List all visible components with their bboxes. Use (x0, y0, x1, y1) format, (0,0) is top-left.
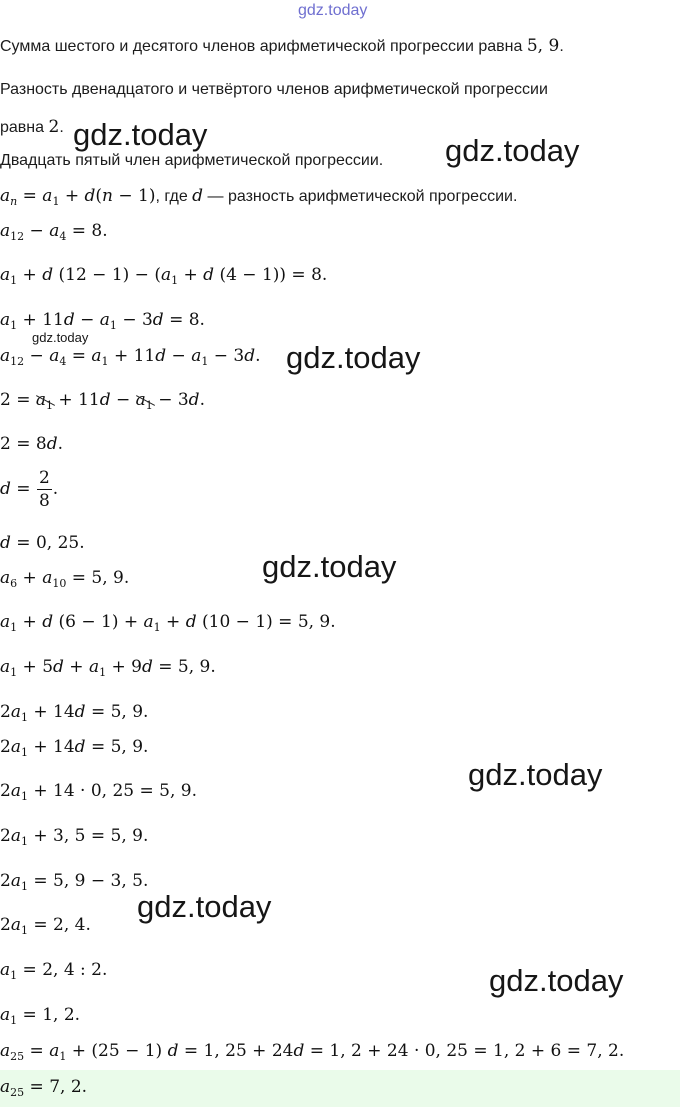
equation-step: $a_1 + 5d + a_1 + 9d = 5$, 9. (0, 657, 216, 679)
equation-step: $2a_1 + 3$, 5 = 5, 9. (0, 826, 149, 848)
equation-step: $2a_1 + 14d = 5$, 9. (0, 737, 149, 759)
equation-step: $a_{12} - a_4 = 8$. (0, 221, 108, 243)
equation-step: $2a_1 + 14 \cdot 0$, 25 = 5, 9. (0, 781, 198, 803)
cancelled-term: $a_1$ (35, 390, 54, 412)
equation-step: $2a_1 = 2$, 4. (0, 915, 91, 937)
final-answer: $a_{25} = 7$, 2. (0, 1077, 88, 1099)
watermark: gdz.today (489, 963, 624, 998)
problem-line-2: Разность двенадцатого и четвёртого членов арифметической прогрессии (0, 81, 548, 98)
equation-step: $a_1 + d$ $(6 - 1) + a_1 + d$ (10 − 1) = 5, 9. (0, 612, 336, 634)
watermark: gdz.today (286, 340, 421, 375)
equation-step: $2a_1 + 14d = 5$, 9. (0, 702, 149, 724)
fraction: $\frac{2}{8}$ (38, 468, 50, 511)
watermark: gdz.today (73, 117, 208, 152)
equation-step: $a_1 = 2$, 4 : 2. (0, 960, 108, 982)
watermark-top: gdz.today (298, 2, 368, 19)
problem-line-1: Сумма шестого и десятого членов арифметической прогрессии равна 5, 9. (0, 36, 564, 56)
answer-highlight (0, 1070, 680, 1107)
equation-step: $a_{12} - a_4 = a_1 + 11d - a_1 - 3d$. (0, 346, 261, 368)
equation-step: d = 0, 25. (0, 533, 85, 553)
watermark: gdz.today (445, 133, 580, 168)
equation-step: $2a_1 = 5$, 9 − 3, 5. (0, 871, 149, 893)
equation-step: $2 = a_1 + 11d - a_1 - 3d$. (0, 390, 205, 412)
cancelled-term: $a_1$ (135, 390, 153, 412)
equation-step: d = $\frac{2}{8}$ . (0, 468, 59, 511)
problem-line-4: Двадцать пятый член арифметической прогрессии. (0, 152, 384, 169)
watermark: gdz.today (137, 889, 272, 924)
watermark-small: gdz.today (32, 330, 89, 345)
watermark: gdz.today (468, 757, 603, 792)
equation-step: $a_1 + 11d - a_1 - 3d = 8$. (0, 310, 205, 332)
problem-line-3: равна 2. (0, 117, 64, 137)
equation-step: $a_1 + d$ $(12 - 1) - (a_1 + d$ (4 − 1)) = 8. (0, 265, 328, 287)
equation-step: $a_{25} = a_1 + (25 - 1) d = 1$, 25 + 24d = 1, 2 + 24 · 0, 25 = 1, 2 + 6 = 7, 2. (0, 1041, 625, 1063)
equation-step: $a_6 + a_{10} = 5$, 9. (0, 568, 130, 590)
watermark: gdz.today (262, 549, 397, 584)
equation-step: $a_1 = 1$, 2. (0, 1005, 81, 1027)
formula-general-term: $a_n = a_1 + d(n - 1)$, где d — разность арифметической прогрессии. (0, 186, 518, 208)
equation-step: 2 = 8d. (0, 434, 63, 454)
